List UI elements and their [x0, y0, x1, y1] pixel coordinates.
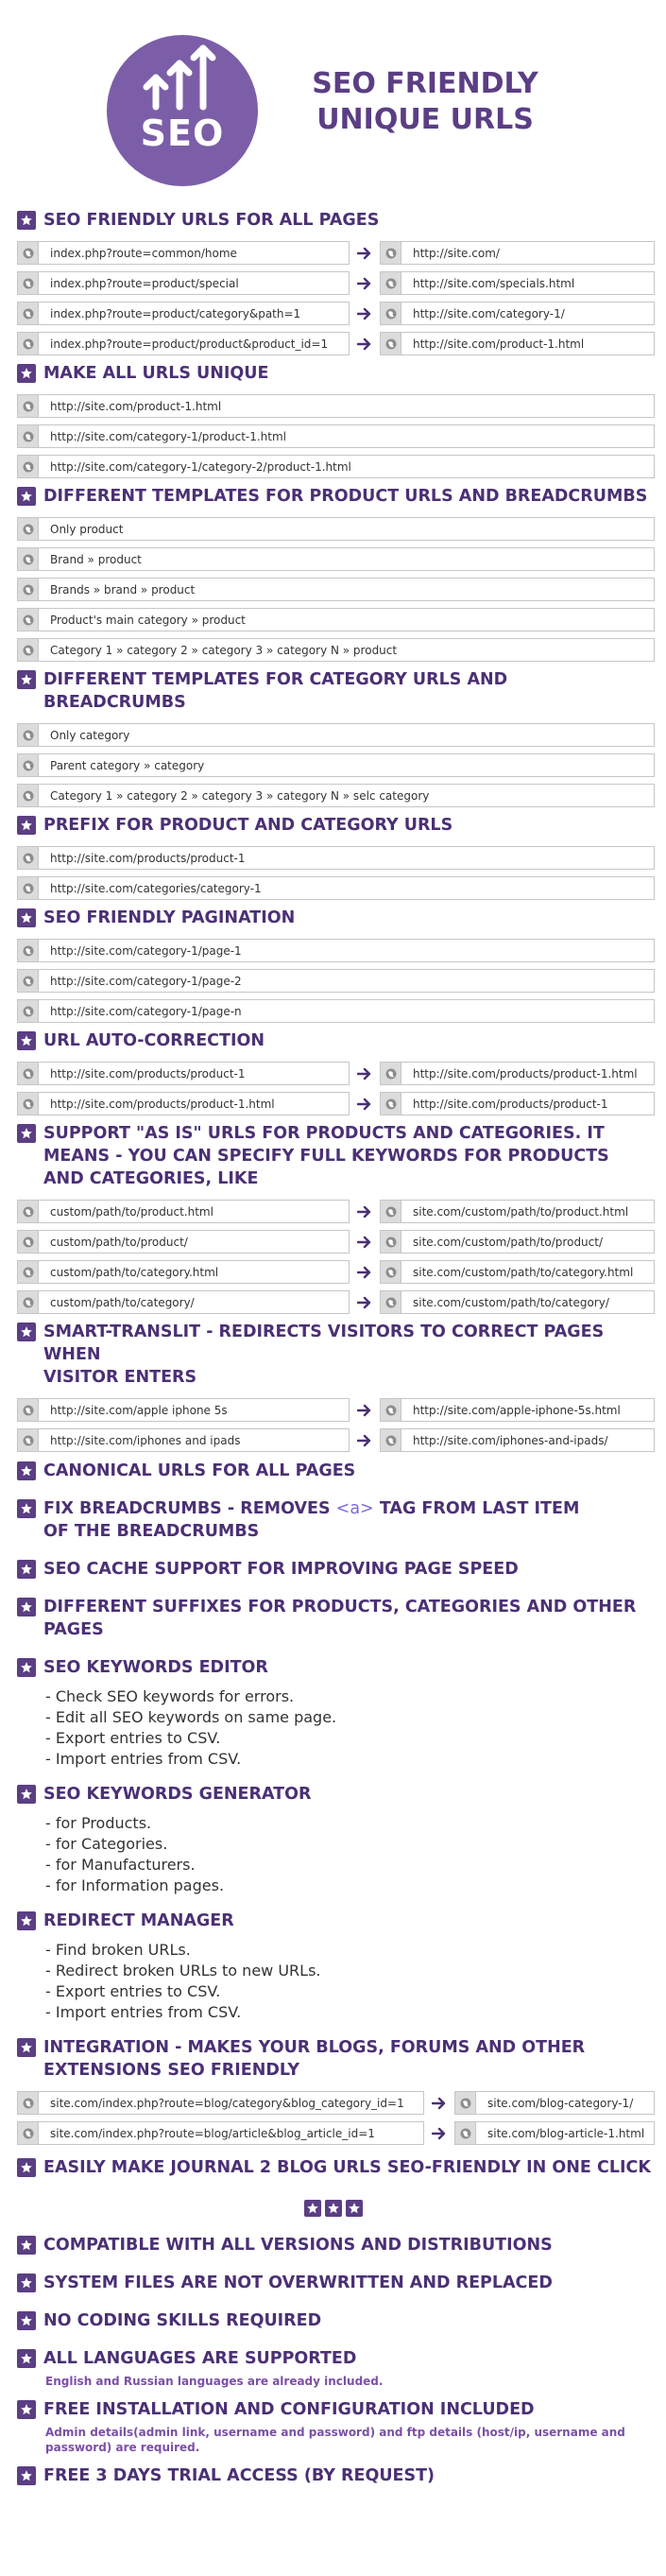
url-text: http://site.com/category-1/product-1.html [50, 429, 287, 443]
url-field [17, 2091, 424, 2115]
right-arrow-icon [350, 277, 380, 290]
url-text: custom/path/to/category.html [50, 1265, 219, 1279]
link-globe-icon [381, 1429, 401, 1451]
url-field [17, 1230, 350, 1253]
url-text: site.com/custom/path/to/category.html [413, 1265, 634, 1279]
feature-item: - Export entries to CSV. [45, 1982, 221, 2000]
url-row [17, 969, 655, 993]
url-row [17, 999, 655, 1023]
url-list [17, 2091, 655, 2145]
url-row [17, 1398, 655, 1422]
url-field [17, 332, 350, 355]
seo-logo [107, 35, 258, 186]
url-field [17, 241, 350, 265]
section-title: FREE INSTALLATION AND CONFIGURATION INCLUDED [17, 2398, 655, 2421]
url-text: http://site.com/specials.html [413, 276, 575, 290]
section-title: SYSTEM FILES ARE NOT OVERWRITTEN AND REPLACED [17, 2272, 655, 2294]
right-arrow-icon [350, 307, 380, 320]
section-title: DIFFERENT SUFFIXES FOR PRODUCTS, CATEGORIES AND OTHER PAGES [17, 1596, 655, 1641]
url-field [380, 1200, 655, 1223]
url-field [17, 517, 655, 541]
section-system-files [17, 2272, 655, 2294]
feature-list [45, 1940, 655, 2023]
right-arrow-icon [350, 1205, 380, 1219]
section-keywords-editor [17, 1656, 655, 1770]
section-title: REDIRECT MANAGER [17, 1910, 655, 1932]
url-text: http://site.com/products/product-1 [50, 851, 246, 865]
star-icon [17, 1598, 36, 1616]
star-icon [17, 2349, 36, 2368]
feature-item: - Edit all SEO keywords on same page. [45, 1708, 337, 1726]
star-icon [17, 1911, 36, 1930]
url-text: Only category [50, 728, 130, 742]
url-text: index.php?route=product/product&product_id=1 [50, 337, 329, 351]
feature-item: - for Manufacturers. [45, 1856, 196, 1874]
feature-item: - Import entries from CSV. [45, 2003, 242, 2021]
url-row [17, 332, 655, 355]
hero [0, 0, 666, 180]
url-field [17, 1398, 350, 1422]
url-text: http://site.com/ [413, 246, 500, 260]
star-icon [346, 2200, 363, 2217]
section-title: URL AUTO-CORRECTION [17, 1029, 655, 1052]
right-arrow-icon [350, 1266, 380, 1279]
section-title: SEO FRIENDLY URLS FOR ALL PAGES [17, 209, 655, 232]
section-free-trial [17, 2464, 655, 2487]
url-row [17, 1260, 655, 1284]
feature-item: - Redirect broken URLs to new URLs. [45, 1962, 321, 1980]
url-row [17, 517, 655, 541]
url-text: Brand » product [50, 552, 142, 566]
url-row [17, 547, 655, 571]
star-icon [304, 2200, 321, 2217]
url-row [17, 455, 655, 478]
section-pagination [17, 907, 655, 1023]
url-row [17, 784, 655, 807]
section-title: DIFFERENT TEMPLATES FOR CATEGORY URLS AND BREADCRUMBS [17, 668, 655, 714]
link-globe-icon [381, 1201, 401, 1222]
link-globe-icon [381, 333, 401, 354]
section-title: SEO FRIENDLY PAGINATION [17, 907, 655, 929]
url-row [17, 1230, 655, 1253]
star-icon [17, 2158, 36, 2177]
section-seo-friendly-urls [17, 209, 655, 355]
section-title: ALL LANGUAGES ARE SUPPORTED [17, 2347, 655, 2370]
link-globe-icon [18, 754, 39, 776]
url-field [380, 1230, 655, 1253]
url-field [17, 302, 350, 325]
link-globe-icon [18, 395, 39, 417]
url-list [17, 1062, 655, 1115]
url-text: Brands » brand » product [50, 582, 196, 596]
url-row [17, 578, 655, 601]
section-title: NO CODING SKILLS REQUIRED [17, 2309, 655, 2332]
url-field [380, 271, 655, 295]
languages-note: English and Russian languages are already included. [45, 2375, 384, 2388]
url-text: site.com/custom/path/to/product.html [413, 1204, 629, 1219]
url-field [17, 394, 655, 418]
url-text: Product's main category » product [50, 613, 246, 627]
section-title: PREFIX FOR PRODUCT AND CATEGORY URLS [17, 814, 655, 837]
url-field [17, 723, 655, 747]
section-product-templates [17, 485, 655, 662]
url-text: Parent category » category [50, 758, 205, 772]
url-text: site.com/blog-category-1/ [487, 2096, 634, 2110]
link-globe-icon [18, 970, 39, 992]
url-row [17, 608, 655, 631]
url-text: site.com/custom/path/to/category/ [413, 1295, 609, 1309]
link-globe-icon [18, 1429, 39, 1451]
link-globe-icon [18, 1093, 39, 1115]
url-row [17, 241, 655, 265]
star-icon [17, 487, 36, 506]
star-icon [17, 1031, 36, 1050]
section-title: SEO KEYWORDS EDITOR [17, 1656, 655, 1679]
link-globe-icon [18, 425, 39, 447]
url-field [380, 1092, 655, 1115]
right-arrow-icon [424, 2127, 454, 2140]
link-globe-icon [18, 847, 39, 869]
link-globe-icon [381, 1291, 401, 1313]
url-field [454, 2091, 655, 2115]
link-globe-icon [18, 1291, 39, 1313]
star-icon [17, 2400, 36, 2419]
url-text: http://site.com/apple-iphone-5s.html [413, 1403, 621, 1417]
url-field [454, 2121, 655, 2145]
link-globe-icon [18, 1063, 39, 1084]
url-field [17, 2121, 424, 2145]
url-field [17, 638, 655, 662]
url-field [17, 271, 350, 295]
url-row [17, 1062, 655, 1085]
star-icon [17, 2466, 36, 2485]
right-arrow-icon [350, 1067, 380, 1081]
link-globe-icon [18, 609, 39, 631]
link-globe-icon [18, 1399, 39, 1421]
right-arrow-icon [350, 1236, 380, 1249]
url-row [17, 1428, 655, 1452]
url-field [380, 1428, 655, 1452]
url-text: http://site.com/product-1.html [413, 337, 585, 351]
star-icon [17, 908, 36, 927]
section-title: COMPATIBLE WITH ALL VERSIONS AND DISTRIBUTIONS [17, 2234, 655, 2256]
link-globe-icon [381, 1063, 401, 1084]
url-field [17, 1260, 350, 1284]
url-text: custom/path/to/product/ [50, 1235, 188, 1249]
section-title: CANONICAL URLS FOR ALL PAGES [17, 1460, 655, 1482]
url-list [17, 1200, 655, 1314]
url-text: http://site.com/category-1/page-1 [50, 943, 242, 958]
link-globe-icon [455, 2122, 476, 2144]
url-text: http://site.com/product-1.html [50, 399, 222, 413]
url-text: http://site.com/categories/category-1 [50, 881, 262, 895]
star-icon [17, 816, 36, 835]
link-globe-icon [18, 2122, 39, 2144]
page-title-line2: UNIQUE URLS [316, 103, 534, 136]
feature-item: - Check SEO keywords for errors. [45, 1687, 295, 1705]
url-row [17, 302, 655, 325]
url-text: http://site.com/category-1/ [413, 306, 565, 320]
link-globe-icon [18, 785, 39, 806]
page-title [283, 66, 567, 138]
url-field [17, 753, 655, 777]
url-row [17, 753, 655, 777]
url-list [17, 939, 655, 1023]
right-arrow-icon [350, 1296, 380, 1309]
link-globe-icon [18, 303, 39, 324]
url-row [17, 723, 655, 747]
url-field [17, 1092, 350, 1115]
link-globe-icon [381, 1261, 401, 1283]
link-globe-icon [18, 333, 39, 354]
url-text: site.com/custom/path/to/product/ [413, 1235, 604, 1249]
link-globe-icon [18, 579, 39, 600]
url-list [17, 1398, 655, 1452]
link-globe-icon [18, 518, 39, 540]
url-text: http://site.com/iphones and ipads [50, 1433, 241, 1447]
link-globe-icon [381, 1093, 401, 1115]
url-text: http://site.com/apple iphone 5s [50, 1403, 228, 1417]
url-field [380, 332, 655, 355]
url-text: Only product [50, 522, 124, 536]
section-title: FREE 3 DAYS TRIAL ACCESS (BY REQUEST) [17, 2464, 655, 2487]
link-globe-icon [18, 456, 39, 477]
url-row [17, 271, 655, 295]
feature-item: - Find broken URLs. [45, 1941, 191, 1959]
link-globe-icon [18, 1201, 39, 1222]
link-globe-icon [381, 1399, 401, 1421]
url-field [17, 939, 655, 962]
feature-item: - Import entries from CSV. [45, 1750, 242, 1768]
url-row [17, 1200, 655, 1223]
link-globe-icon [381, 272, 401, 294]
section-title: DIFFERENT TEMPLATES FOR PRODUCT URLS AND BREADCRUMBS [17, 485, 655, 508]
star-icon [17, 1560, 36, 1579]
link-globe-icon [18, 1000, 39, 1022]
link-globe-icon [18, 724, 39, 746]
star-icon [17, 1785, 36, 1804]
url-text: index.php?route=product/category&path=1 [50, 306, 301, 320]
link-globe-icon [18, 639, 39, 661]
url-row [17, 424, 655, 448]
page-title-line1: SEO FRIENDLY [312, 67, 538, 100]
url-row [17, 1290, 655, 1314]
url-text: http://site.com/category-1/category-2/product-1.html [50, 459, 351, 474]
url-text: http://site.com/products/product-1 [413, 1097, 608, 1111]
star-icon [17, 2311, 36, 2330]
right-arrow-icon [350, 1404, 380, 1417]
url-text: http://site.com/products/product-1 [50, 1066, 246, 1081]
section-integration [17, 2036, 655, 2145]
section-redirect-manager [17, 1910, 655, 2023]
url-text: index.php?route=product/special [50, 276, 239, 290]
url-field [380, 1062, 655, 1085]
right-arrow-icon [350, 337, 380, 351]
star-icon [17, 211, 36, 230]
url-row [17, 939, 655, 962]
section-title: EASILY MAKE JOURNAL 2 BLOG URLS SEO-FRIENDLY IN ONE CLICK [17, 2156, 655, 2179]
section-category-templates [17, 668, 655, 807]
url-row [17, 2121, 655, 2145]
link-globe-icon [18, 2092, 39, 2114]
section-title: INTEGRATION - MAKES YOUR BLOGS, FORUMS AND OTHER EXTENSIONS SEO FRIENDLY [17, 2036, 655, 2082]
feature-list [45, 1686, 655, 1770]
right-arrow-icon [424, 2097, 454, 2110]
url-text: Category 1 » category 2 » category 3 » category N » selc category [50, 788, 430, 803]
section-fix-breadcrumbs [17, 1497, 655, 1543]
section-title: SEO CACHE SUPPORT FOR IMPROVING PAGE SPEED [17, 1558, 655, 1581]
section-title: FIX BREADCRUMBS - REMOVES <a> TAG FROM LAST ITEM OF THE BREADCRUMBS [17, 1497, 655, 1543]
feature-item: - for Information pages. [45, 1876, 225, 1894]
section-compatible [17, 2234, 655, 2256]
url-text: http://site.com/products/product-1.html [413, 1066, 638, 1081]
link-globe-icon [18, 1231, 39, 1253]
link-globe-icon [18, 272, 39, 294]
url-text: Category 1 » category 2 » category 3 » category N » product [50, 643, 398, 657]
url-field [17, 784, 655, 807]
section-title: SMART-TRANSLIT - REDIRECTS VISITORS TO CORRECT PAGES WHEN VISITOR ENTERS [17, 1321, 655, 1389]
template-list [17, 517, 655, 662]
link-globe-icon [18, 940, 39, 961]
url-field [380, 1260, 655, 1284]
url-field [380, 241, 655, 265]
section-as-is-urls [17, 1122, 655, 1314]
link-globe-icon [18, 1261, 39, 1283]
url-text: custom/path/to/product.html [50, 1204, 213, 1219]
star-icon [17, 1499, 36, 1518]
star-icon [17, 1124, 36, 1143]
right-arrow-icon [350, 1434, 380, 1447]
installation-note: Admin details(admin link, username and password) and ftp details (host/ip, username and password) are required. [45, 2426, 625, 2454]
right-arrow-icon [350, 247, 380, 260]
section-title: SEO KEYWORDS GENERATOR [17, 1783, 655, 1806]
logo-text: SEO [140, 112, 225, 154]
url-text: site.com/blog-article-1.html [487, 2126, 645, 2140]
section-no-coding [17, 2309, 655, 2332]
template-list [17, 723, 655, 807]
section-journal-blog [17, 2156, 655, 2179]
feature-item: - for Products. [45, 1814, 152, 1832]
link-globe-icon [455, 2092, 476, 2114]
section-smart-translit [17, 1321, 655, 1452]
url-field [17, 969, 655, 993]
url-list [17, 394, 655, 478]
star-icon [17, 1323, 36, 1341]
url-row [17, 638, 655, 662]
url-row [17, 2091, 655, 2115]
section-canonical [17, 1460, 655, 1482]
section-languages [17, 2347, 655, 2389]
link-globe-icon [18, 548, 39, 570]
section-keywords-generator [17, 1783, 655, 1896]
url-field [17, 1062, 350, 1085]
url-field [17, 578, 655, 601]
url-field [17, 608, 655, 631]
url-field [17, 424, 655, 448]
section-unique-urls [17, 362, 655, 478]
url-field [380, 302, 655, 325]
divider-stars [0, 2200, 666, 2217]
star-icon [17, 1461, 36, 1480]
url-row [17, 1092, 655, 1115]
url-field [17, 1428, 350, 1452]
url-row [17, 394, 655, 418]
section-free-installation [17, 2398, 655, 2455]
section-title: MAKE ALL URLS UNIQUE [17, 362, 655, 385]
url-field [17, 455, 655, 478]
feature-item: - Export entries to CSV. [45, 1729, 221, 1747]
url-list [17, 846, 655, 900]
url-field [17, 876, 655, 900]
url-text: http://site.com/category-1/page-n [50, 1004, 242, 1018]
url-text: site.com/index.php?route=blog/article&blog_article_id=1 [50, 2126, 375, 2140]
url-field [17, 999, 655, 1023]
url-text: http://site.com/category-1/page-2 [50, 974, 242, 988]
link-globe-icon [381, 242, 401, 264]
url-text: http://site.com/iphones-and-ipads/ [413, 1433, 608, 1447]
url-text: http://site.com/products/product-1.html [50, 1097, 275, 1111]
url-field [17, 1200, 350, 1223]
section-seo-cache [17, 1558, 655, 1581]
star-icon [17, 2273, 36, 2292]
link-globe-icon [381, 303, 401, 324]
url-field [17, 1290, 350, 1314]
star-icon [17, 2236, 36, 2255]
link-globe-icon [18, 242, 39, 264]
feature-item: - for Categories. [45, 1835, 168, 1853]
section-suffixes [17, 1596, 655, 1641]
section-prefix [17, 814, 655, 900]
url-row [17, 876, 655, 900]
star-icon [325, 2200, 342, 2217]
url-field [380, 1290, 655, 1314]
star-icon [17, 2038, 36, 2057]
url-text: site.com/index.php?route=blog/category&blog_category_id=1 [50, 2096, 404, 2110]
url-text: index.php?route=common/home [50, 246, 237, 260]
url-list [17, 241, 655, 355]
section-auto-correction [17, 1029, 655, 1115]
link-globe-icon [381, 1231, 401, 1253]
url-text: custom/path/to/category/ [50, 1295, 195, 1309]
star-icon [17, 1658, 36, 1677]
star-icon [17, 364, 36, 383]
link-globe-icon [18, 877, 39, 899]
url-row [17, 846, 655, 870]
star-icon [17, 670, 36, 689]
url-field [380, 1398, 655, 1422]
right-arrow-icon [350, 1098, 380, 1111]
trend-arrows-icon [107, 35, 258, 186]
url-field [17, 547, 655, 571]
section-title: SUPPORT "AS IS" URLS FOR PRODUCTS AND CATEGORIES. IT MEANS - YOU CAN SPECIFY FULL KEYWORDS FOR PRODUCTS AND CATEGORIES, LIKE [17, 1122, 655, 1190]
feature-list [45, 1813, 655, 1896]
url-field [17, 846, 655, 870]
